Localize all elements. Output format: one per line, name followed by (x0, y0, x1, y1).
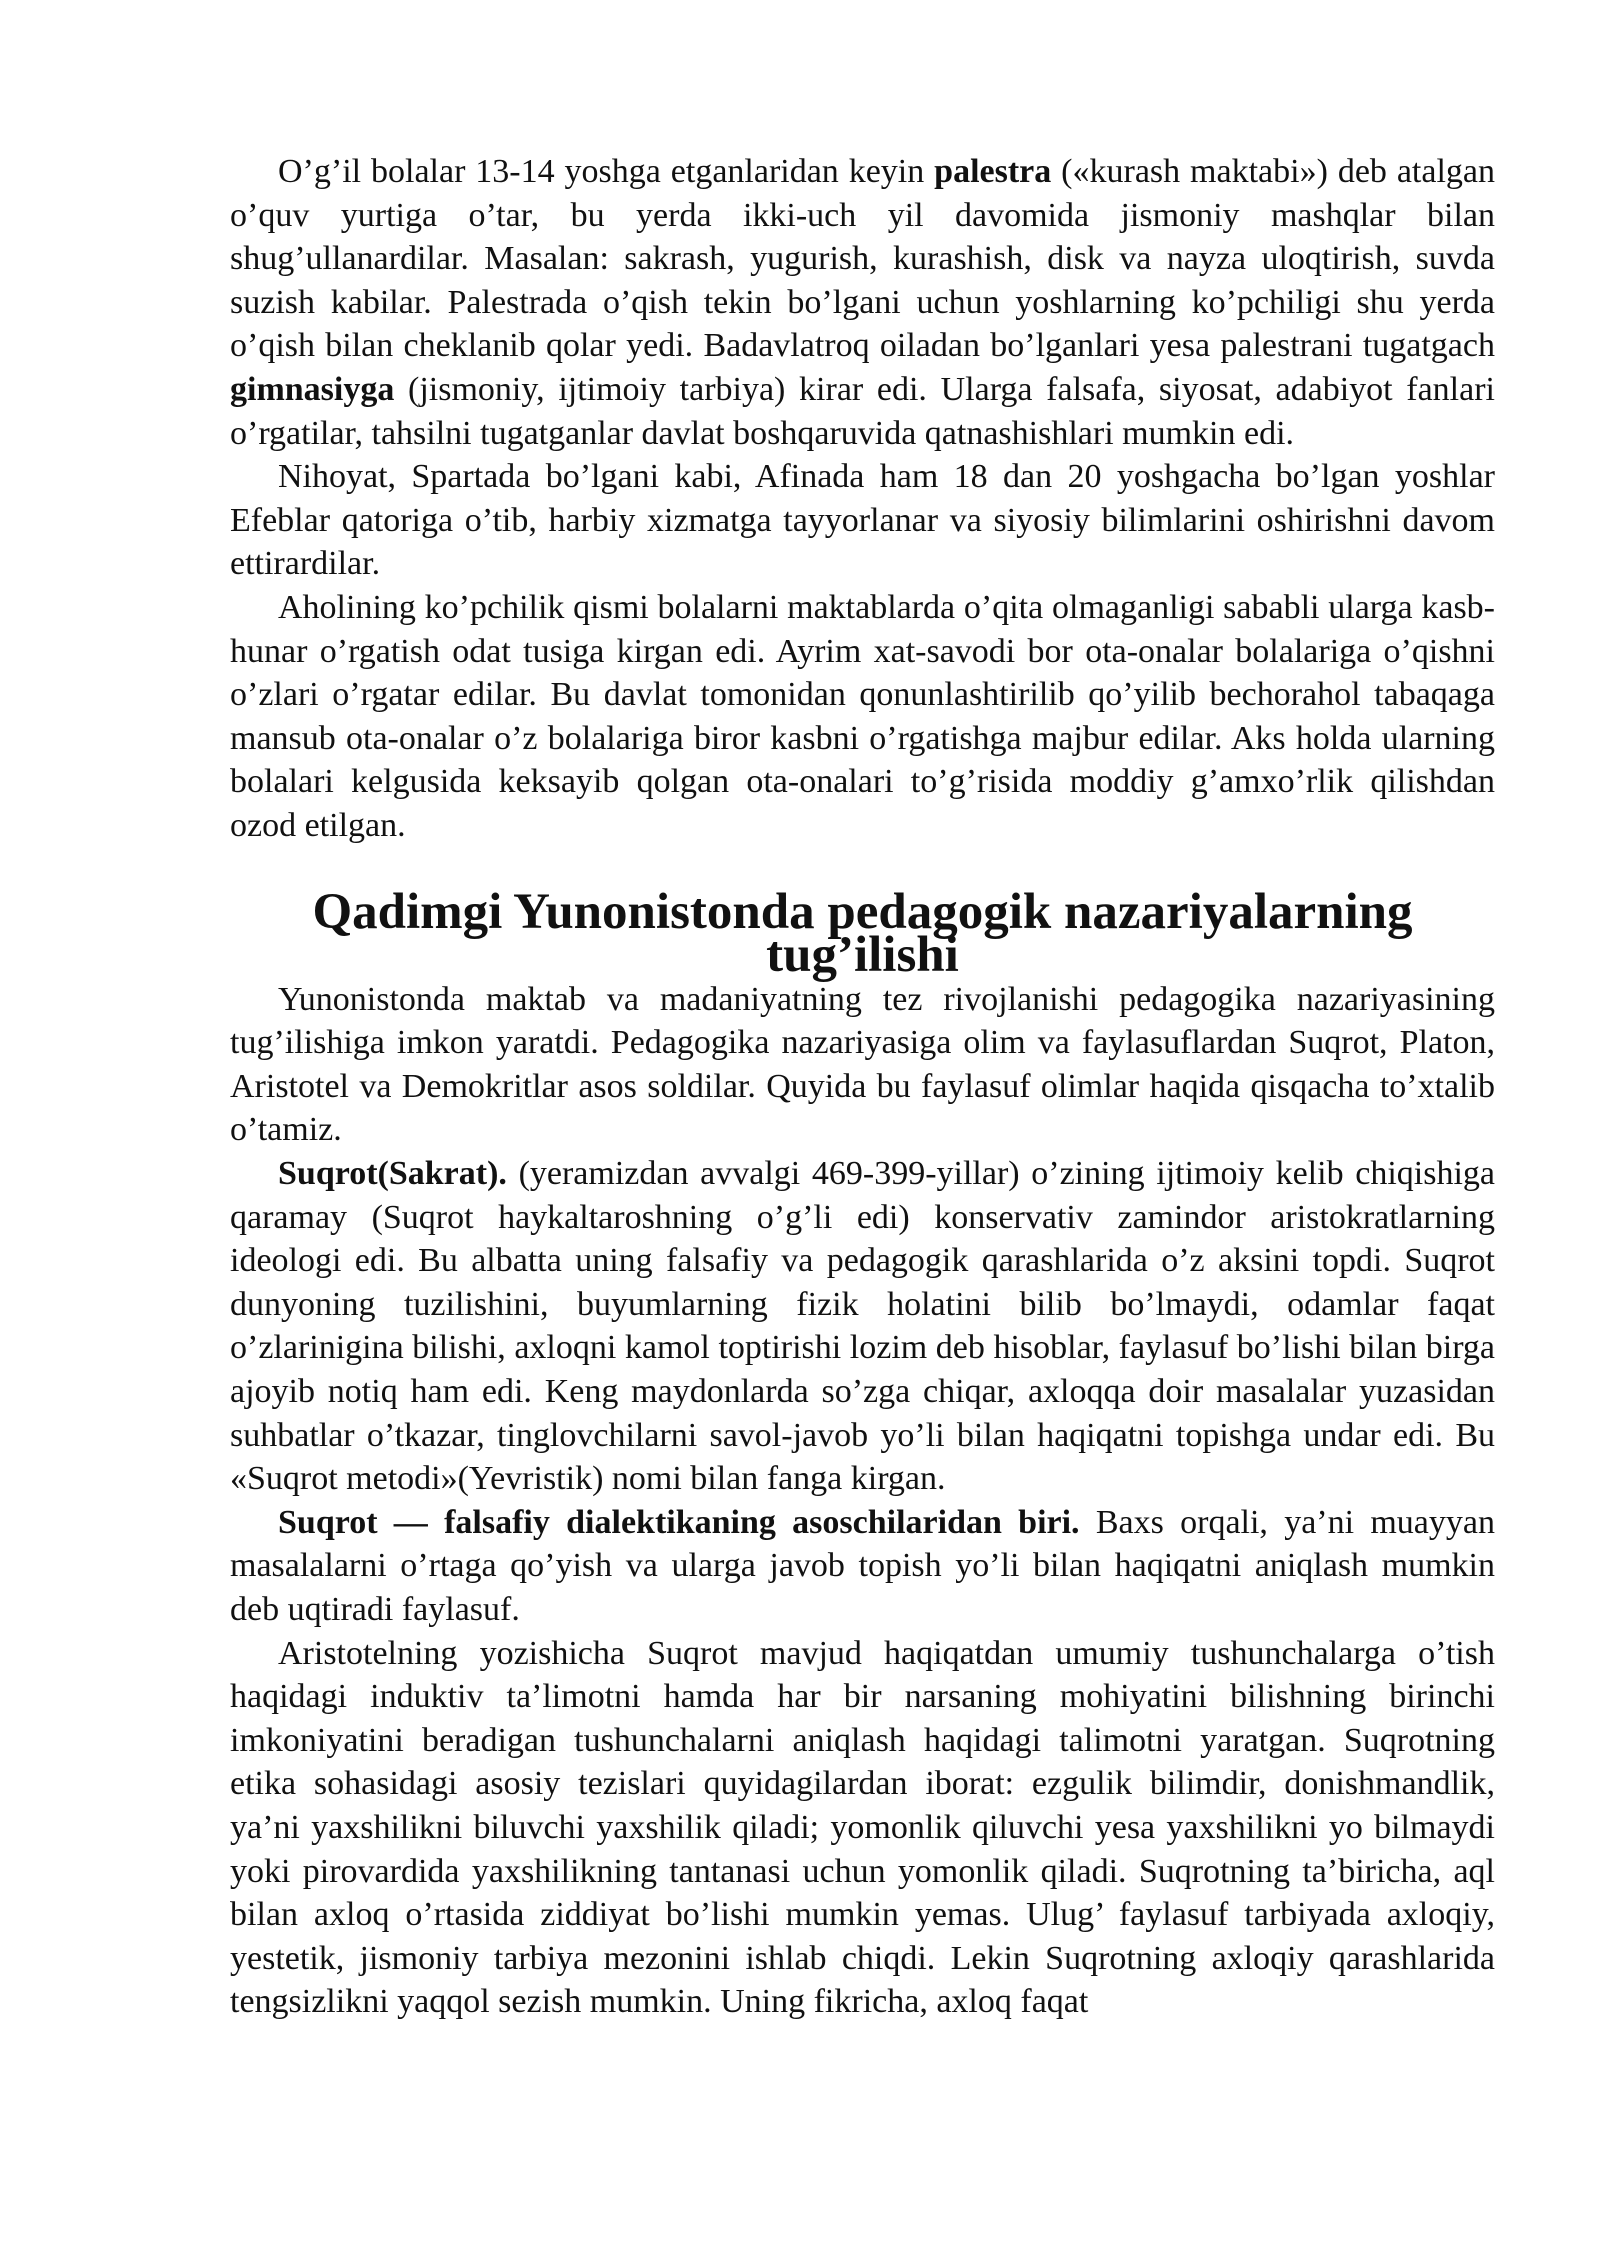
paragraph-text: Baxs orqali, ya’ni muayyan masalalarni o’rtaga qo’yish va ularga javob topish yo’li bilan haqiqatni aniqlash mumkin deb uqtiradi faylasuf. (230, 1503, 1495, 1628)
paragraph-aristotel (230, 1632, 1495, 2024)
paragraph-suqrot (230, 1152, 1495, 1501)
section-heading: Qadimgi Yunonistonda pedagogik nazariyalarning tug’ilishi (312, 883, 1413, 984)
paragraph-efeblar (230, 455, 1495, 586)
paragraph-text: Aristotelning yozishicha Suqrot mavjud haqiqatdan umumiy tushunchalarga o’tish haqidagi induktiv ta’limotni hamda har bir narsaning mohiyatini bilishning birinchi imkoniyatini beradigan tushunchalarni aniqlash haqidagi talimotni yaratgan. Suqrotning etika sohasidagi asosiy tezislari quyidagilardan iborat: ezgulik bilimdir, donishmandlik, ya’ni yaxshilikni biluvchi yaxshilik qiladi; yomonlik qiluvchi yesa yaxshilikni yo bilmaydi yoki pirovardida yaxshilikning tantanasi uchun yomonlik qiladi. Suqrotning ta’biricha, aql bilan axloq o’rtasida ziddiyat bo’lishi mumkin yemas. Ulug’ faylasuf tarbiyada axloqiy, yestetik, jismoniy tarbiya mezonini ishlab chiqdi. Lekin Suqrotning axloqiy qarashlarida tengsizlikni yaqqol sezish mumkin. Uning fikricha, axloq faqat (230, 1634, 1495, 2021)
document-page (230, 150, 1495, 2024)
term-suqrot: Suqrot(Sakrat). (278, 1155, 507, 1193)
paragraph-text: Yunonistonda maktab va madaniyatning tez rivojlanishi pedagogika nazariyasining tug’ilishiga imkon yaratdi. Pedagogika nazariyasiga olim va faylasuflardan Suqrot, Platon, Aristotel va Demokritlar asos soldilar. Quyida bu faylasuf olimlar haqida qisqacha to’xtalib o’tamiz. (230, 980, 1495, 1149)
term-dialektika: Suqrot — falsafiy dialektikaning asoschilaridan biri. (278, 1503, 1080, 1541)
paragraph-text: O’g’il bolalar 13-14 yoshga etganlaridan keyin (278, 153, 935, 190)
paragraph-dialektika (230, 1501, 1495, 1632)
paragraph-kasb-hunar (230, 586, 1495, 848)
paragraph-text: Aholining ko’pchilik qismi bolalarni maktablarda o’qita olmaganligi sababli ularga kasb-hunar o’rgatish odat tusiga kirgan edi. Ayrim xat-savodi bor ota-onalar bolalariga o’qishni o’zlari o’rgatar edilar. Bu davlat tomonidan qonunlashtirilib qo’yilib bechorahol tabaqaga mansub ota-onalar o’z bolalariga biror kasbni o’rgatishga majbur edilar. Aks holda ularning bolalari kelgusida keksayib qolgan ota-onalari to’g’risida moddiy g’amxo’rlik qilishdan ozod etilgan. (230, 588, 1495, 844)
paragraph-pedagogika-nazariyasi (230, 978, 1495, 1152)
paragraph-palestra (230, 150, 1495, 455)
paragraph-text: (jismoniy, ijtimoiy tarbiya) kirar edi. Ularga falsafa, siyosat, adabiyot fanlari o’rgatilar, tahsilni tugatganlar davlat boshqaruvida qatnashishlari mumkin edi. (230, 370, 1495, 452)
paragraph-text: (yeramizdan avvalgi 469-399-yillar) o’zining ijtimoiy kelib chiqishiga qaramay (Suqrot haykaltaroshning o’g’li edi) konservativ zamindor aristokratlarning ideologi edi. Bu albatta uning falsafiy va pedagogik qarashlarida o’z aksini topdi. Suqrot dunyoning tuzilishini, buyumlarning fizik holatini bilib bo’lmaydi, odamlar faqat o’zlarinigina bilishi, axloqni kamol toptirishi lozim deb hisoblar, faylasuf bo’lishi bilan birga ajoyib notiq ham edi. Keng maydonlarda so’zga chiqar, axloqqa doir masalalar yuzasidan suhbatlar o’tkazar, tinglovchilarni savol-javob yo’li bilan haqiqatni topishga undar edi. Bu «Suqrot metodi»(Yevristik) nomi bilan fanga kirgan. (230, 1155, 1495, 1498)
term-gimnasiy: gimnasiyga (230, 370, 395, 408)
term-palestra: palestra (934, 153, 1052, 190)
paragraph-text: Nihoyat, Spartada bo’lgani kabi, Afinada ham 18 dan 20 yoshgacha bo’lgan yoshlar Efeblar qatoriga o’tib, harbiy xizmatga tayyorlanar va siyosiy bilimlarini oshirishni davom ettirardilar. (230, 458, 1495, 583)
paragraph-text: («kurash maktabi») deb atalgan o’quv yurtiga o’tar, bu yerda ikki-uch yil davomida jismoniy mashqlar bilan shug’ullanardilar. Masalan: sakrash, yugurish, kurashish, disk va nayza uloqtirish, suvda suzish kabilar. Palestrada o’qish tekin bo’lgani uchun yoshlarning ko’pchiligi shu yerda o’qish bilan cheklanib qolar yedi. Badavlatroq oiladan bo’lganlari yesa palestrani tugatgach (230, 153, 1495, 365)
